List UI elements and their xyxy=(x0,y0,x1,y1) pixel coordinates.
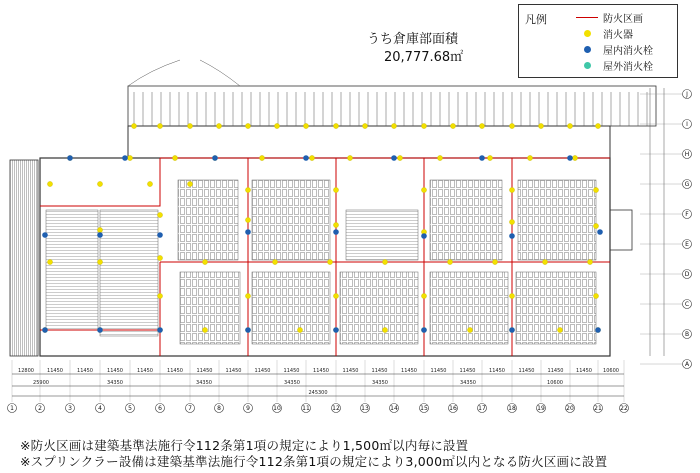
col-axis-label: 15 xyxy=(420,405,428,412)
fire-extinguisher-marker xyxy=(421,187,426,192)
indoor-hydrant-marker xyxy=(157,327,163,333)
indoor-hydrant-marker xyxy=(597,229,603,235)
fire-extinguisher-marker xyxy=(382,259,387,264)
indoor-hydrant-marker xyxy=(97,327,103,333)
fire-extinguisher-marker xyxy=(362,123,367,128)
col-axis-label: 17 xyxy=(478,405,486,412)
fire-extinguisher-marker xyxy=(272,259,277,264)
fire-extinguisher-marker xyxy=(157,293,162,298)
fire-extinguisher-marker xyxy=(593,293,598,298)
legend xyxy=(518,4,678,78)
fire-extinguisher-marker xyxy=(274,123,279,128)
fire-extinguisher-marker xyxy=(557,327,562,332)
indoor-hydrant-marker xyxy=(567,155,573,161)
row-axis-label: G xyxy=(684,181,690,188)
fire-extinguisher-marker xyxy=(172,155,177,160)
bay-dimension: 11450 xyxy=(47,368,63,374)
indoor-hydrant-marker xyxy=(391,155,397,161)
span-dimension: 34350 xyxy=(196,380,212,386)
col-axis-label: 8 xyxy=(217,405,221,412)
fire-extinguisher-marker xyxy=(397,155,402,160)
bay-dimension: 11450 xyxy=(430,368,447,374)
fire-extinguisher-marker xyxy=(97,181,102,186)
legend-item-fire-compartment: 防火区画 xyxy=(575,10,643,24)
legend-item-indoor-hydrant: 屋内消火栓 xyxy=(575,42,653,56)
fire-extinguisher-marker xyxy=(492,259,497,264)
row-axis-label: C xyxy=(684,301,690,308)
fire-extinguisher-marker xyxy=(47,259,52,264)
fire-extinguisher-marker xyxy=(421,293,426,298)
fire-extinguisher-marker xyxy=(421,123,426,128)
fire-extinguisher-marker xyxy=(245,187,250,192)
fire-extinguisher-marker xyxy=(538,123,543,128)
red-line-icon xyxy=(575,17,599,18)
indoor-hydrant-marker xyxy=(97,232,103,238)
indoor-hydrant-marker xyxy=(509,233,515,239)
indoor-hydrant-marker xyxy=(333,229,339,235)
span-dimension: 34350 xyxy=(372,380,388,386)
indoor-hydrant-marker xyxy=(212,155,218,161)
col-axis-label: 5 xyxy=(128,405,132,412)
bay-dimension: 11450 xyxy=(77,368,93,374)
fire-extinguisher-marker xyxy=(333,187,338,192)
col-axis-label: 9 xyxy=(246,405,250,412)
row-axis-label: F xyxy=(685,211,689,218)
fire-extinguisher-marker xyxy=(587,259,592,264)
indoor-hydrant-marker xyxy=(42,327,48,333)
fire-extinguisher-marker xyxy=(527,155,532,160)
fire-extinguisher-marker xyxy=(542,259,547,264)
blue-dot-icon xyxy=(575,46,599,53)
fire-extinguisher-marker xyxy=(245,217,250,222)
fire-extinguisher-marker xyxy=(327,259,332,264)
fire-extinguisher-marker xyxy=(509,187,514,192)
fire-extinguisher-marker xyxy=(245,123,250,128)
bay-dimension: 11450 xyxy=(576,368,592,374)
bay-dimension: 11450 xyxy=(137,368,153,374)
fire-extinguisher-marker xyxy=(259,155,264,160)
span-dimension: 34350 xyxy=(460,380,476,386)
fire-extinguisher-marker xyxy=(333,222,338,227)
area-label: うち倉庫部面積 xyxy=(367,32,459,47)
indoor-hydrant-marker xyxy=(595,327,601,333)
fire-extinguisher-marker xyxy=(47,181,52,186)
bay-dimension: 11450 xyxy=(547,368,564,374)
fire-extinguisher-marker xyxy=(593,187,598,192)
fire-extinguisher-marker xyxy=(333,293,338,298)
bay-dimension: 11450 xyxy=(107,368,123,374)
fire-extinguisher-marker xyxy=(467,327,472,332)
col-axis-label: 12 xyxy=(332,405,340,412)
fire-extinguisher-marker xyxy=(97,259,102,264)
fire-extinguisher-marker xyxy=(297,327,302,332)
col-axis-label: 21 xyxy=(594,405,602,412)
row-axis-label: D xyxy=(684,271,690,278)
indoor-hydrant-marker xyxy=(245,229,251,235)
fire-extinguisher-marker xyxy=(333,123,338,128)
col-axis-label: 1 xyxy=(10,405,14,412)
fire-extinguisher-marker xyxy=(487,155,492,160)
col-axis-label: 3 xyxy=(68,405,72,412)
bay-dimension: 11450 xyxy=(167,368,183,374)
fire-extinguisher-marker xyxy=(593,223,598,228)
row-axis-label: I xyxy=(686,121,688,128)
indoor-hydrant-marker xyxy=(421,327,427,333)
teal-dot-icon xyxy=(575,62,599,69)
fire-extinguisher-marker xyxy=(450,123,455,128)
bay-dimension: 12800 xyxy=(18,368,34,374)
legend-item-extinguisher: 消火器 xyxy=(575,26,633,40)
fire-extinguisher-marker xyxy=(309,155,314,160)
fire-extinguisher-marker xyxy=(595,123,600,128)
fire-extinguisher-marker xyxy=(202,259,207,264)
bay-dimension: 11450 xyxy=(489,368,505,374)
row-axis-label: J xyxy=(686,91,688,98)
indoor-hydrant-marker xyxy=(245,327,251,333)
span-dimension: 25900 xyxy=(33,380,49,386)
col-axis-label: 14 xyxy=(390,405,398,412)
bay-dimension: 10600 xyxy=(603,368,619,374)
total-dimension: 245300 xyxy=(308,390,328,396)
bay-dimension: 11450 xyxy=(196,368,213,374)
span-dimension: 34350 xyxy=(107,380,123,386)
fire-extinguisher-marker xyxy=(127,155,132,160)
fire-extinguisher-marker xyxy=(97,227,102,232)
fire-extinguisher-marker xyxy=(157,123,162,128)
col-axis-label: 19 xyxy=(537,405,545,412)
fire-extinguisher-marker xyxy=(572,155,577,160)
col-axis-label: 11 xyxy=(302,405,310,412)
fire-extinguisher-marker xyxy=(157,255,162,260)
bay-dimension: 11450 xyxy=(371,368,388,374)
fire-extinguisher-marker xyxy=(509,123,514,128)
indoor-hydrant-marker xyxy=(479,155,485,161)
fire-extinguisher-marker xyxy=(187,181,192,186)
col-axis-label: 18 xyxy=(508,405,516,412)
row-axis-label: B xyxy=(684,331,690,338)
bay-dimension: 11450 xyxy=(518,368,535,374)
note-fire-compartment: ※防火区画は建築基準法施行令112条第1項の規定により1,500㎡以内毎に設置 xyxy=(20,438,469,453)
bay-dimension: 11450 xyxy=(225,368,242,374)
fire-extinguisher-marker xyxy=(245,293,250,298)
fire-extinguisher-marker xyxy=(216,123,221,128)
col-axis-label: 13 xyxy=(361,405,369,412)
col-axis-label: 10 xyxy=(273,405,281,412)
fire-extinguisher-marker xyxy=(509,293,514,298)
fire-extinguisher-marker xyxy=(347,155,352,160)
fire-extinguisher-marker xyxy=(157,212,162,217)
col-axis-label: 22 xyxy=(620,405,628,412)
col-axis-label: 6 xyxy=(158,405,162,412)
legend-title: 凡例 xyxy=(525,13,547,26)
indoor-hydrant-marker xyxy=(157,232,163,238)
fire-extinguisher-marker xyxy=(303,123,308,128)
col-axis-label: 4 xyxy=(98,405,102,412)
note-sprinkler: ※スプリンクラー設備は建築基準法施行令112条第1項の規定により3,000㎡以内となる防火区画に設置 xyxy=(20,454,608,469)
indoor-hydrant-marker xyxy=(122,155,128,161)
bay-dimension: 11450 xyxy=(342,368,359,374)
bay-dimension: 11450 xyxy=(283,368,300,374)
span-dimension: 34350 xyxy=(284,380,300,386)
row-axis-label: A xyxy=(684,361,690,368)
indoor-hydrant-marker xyxy=(421,233,427,239)
col-axis-label: 16 xyxy=(449,405,457,412)
indoor-hydrant-marker xyxy=(509,327,515,333)
fire-extinguisher-marker xyxy=(131,123,136,128)
fire-extinguisher-marker xyxy=(447,259,452,264)
indoor-hydrant-marker xyxy=(67,155,73,161)
row-axis-label: E xyxy=(685,241,689,248)
fire-extinguisher-marker xyxy=(479,123,484,128)
bay-dimension: 11450 xyxy=(401,368,417,374)
fire-extinguisher-marker xyxy=(202,327,207,332)
fire-extinguisher-marker xyxy=(437,155,442,160)
fire-extinguisher-marker xyxy=(187,123,192,128)
row-axis-label: H xyxy=(684,151,690,158)
bay-dimension: 11450 xyxy=(254,368,271,374)
fire-extinguisher-marker xyxy=(391,123,396,128)
bay-dimension: 11450 xyxy=(459,368,476,374)
fire-extinguisher-marker xyxy=(147,181,152,186)
col-axis-label: 7 xyxy=(188,405,192,412)
fire-extinguisher-marker xyxy=(382,327,387,332)
col-axis-label: 2 xyxy=(38,405,42,412)
bay-dimension: 11450 xyxy=(313,368,329,374)
indoor-hydrant-marker xyxy=(303,155,309,161)
fire-extinguisher-marker xyxy=(567,123,572,128)
yellow-dot-icon xyxy=(575,30,599,37)
indoor-hydrant-marker xyxy=(333,327,339,333)
indoor-hydrant-marker xyxy=(42,232,48,238)
legend-item-outdoor-hydrant: 屋外消火栓 xyxy=(575,58,653,72)
span-dimension: 10600 xyxy=(547,380,563,386)
area-value: 20,777.68㎡ xyxy=(384,50,464,65)
col-axis-label: 20 xyxy=(566,405,574,412)
fire-extinguisher-marker xyxy=(509,219,514,224)
